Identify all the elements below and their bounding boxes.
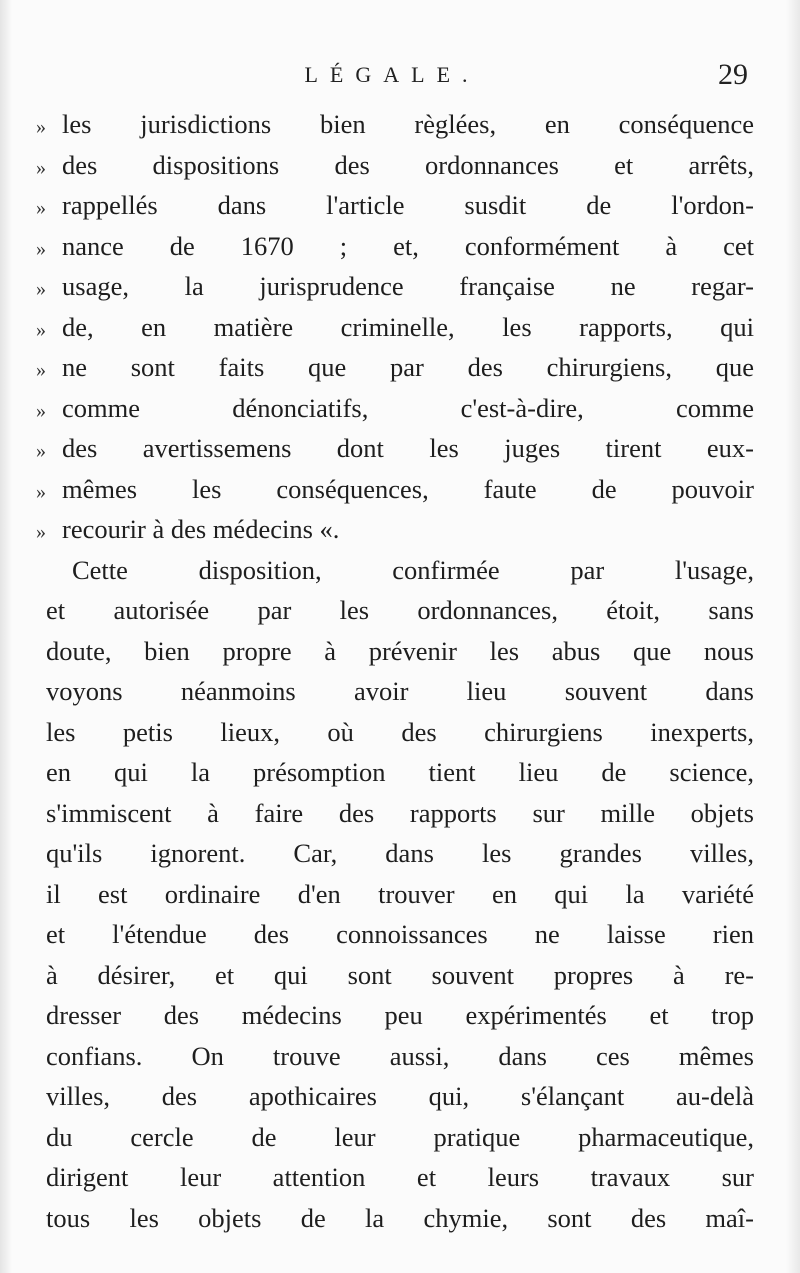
text-line [36,104,754,145]
text-line: et autorisée par les ordonnances, étoit, sans [46,595,754,625]
quote-mark: » [36,359,46,381]
text-line [36,347,754,388]
text-line: du cercle de leur pratique pharmaceutique, [46,1121,754,1152]
text-line [36,145,754,186]
text-line: il est ordinaire d'en trouver en qui la variété [46,878,754,909]
text-line [36,266,754,307]
text-line: et l'étendue des connoissances ne laisse rien [46,919,754,949]
line-text: nance de 1670 ; et, conformément à cet [62,230,754,261]
line-text: les jurisdictions bien règlées, en conséquence [62,109,754,139]
text-line: voyons néanmoins avoir lieu souvent dans [46,676,754,706]
line-text: de, en matière criminelle, les rapports, qui [62,311,754,342]
text-line [36,185,754,226]
text-line: Cette disposition, confirmée par l'usage, [72,554,754,585]
quote-mark: » [36,521,46,543]
quote-mark: » [36,399,46,422]
page-right-edge [786,0,800,1273]
text-line [36,226,754,267]
quote-mark: » [36,116,46,138]
quote-mark: » [36,237,46,260]
page-left-edge [0,0,12,1273]
quote-mark: » [36,480,46,503]
line-text: recourir à des médecins «. [62,514,340,544]
text-line: s'immiscent à faire des rapports sur mille objets [46,797,754,828]
line-text: des avertissemens dont les juges tirent eux- [62,433,754,463]
page-header [36,58,748,98]
text-line: en qui la présomption tient lieu de science, [46,757,754,787]
quote-mark: » [36,156,46,179]
text-line [36,428,754,469]
text-line: dresser des médecins peu expérimentés et trop [46,1000,754,1030]
text-line: qu'ils ignorent. Car, dans les grandes villes, [46,838,754,868]
line-text: mêmes les conséquences, faute de pouvoir [62,473,754,504]
text-line: les petis lieux, où des chirurgiens inexperts, [46,716,754,747]
text-line: dirigent leur attention et leurs travaux sur [46,1162,754,1192]
text-line [36,388,754,429]
page-number: 29 [718,58,748,91]
quote-mark: » [36,278,46,300]
quote-mark: » [36,197,46,219]
text-line: à désirer, et qui sont souvent propres à re- [46,959,754,990]
text-line: confians. On trouve aussi, dans ces mêmes [46,1040,754,1071]
body-text [36,104,754,1238]
quote-mark: » [36,440,46,462]
text-line [36,307,754,348]
line-text: des dispositions des ordonnances et arrêts, [62,149,754,180]
line-text: usage, la jurisprudence française ne regar- [62,271,754,301]
text-line [36,469,754,510]
text-line [36,509,754,550]
line-text: rappellés dans l'article susdit de l'ordon- [62,190,754,220]
line-text: comme dénonciatifs, c'est-à-dire, comme [62,392,754,423]
line-text: ne sont faits que par des chirurgiens, que [62,352,754,382]
running-head: LÉGALE. [304,62,480,87]
text-line: tous les objets de la chymie, sont des maî- [46,1202,754,1233]
text-line: doute, bien propre à prévenir les abus que nous [46,635,754,666]
text-line: villes, des apothicaires qui, s'élançant au-delà [46,1081,754,1111]
quote-mark: » [36,318,46,341]
